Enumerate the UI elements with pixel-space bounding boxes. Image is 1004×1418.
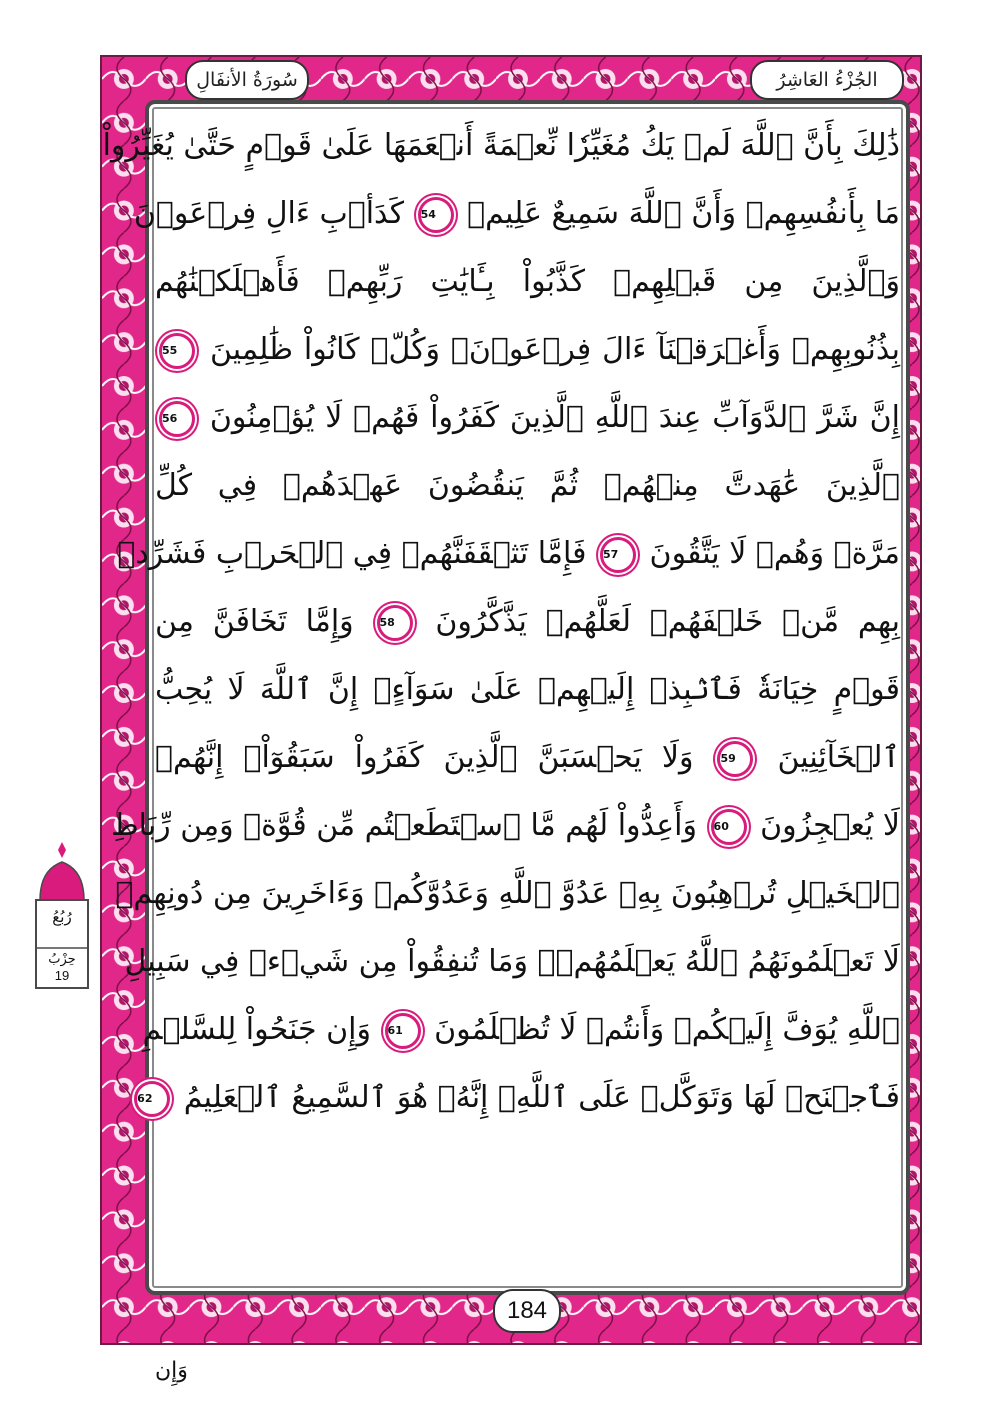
verse-text: وَإِن جَنَحُواْ لِلسَّلۡمِ — [142, 1012, 381, 1047]
verse-text: مَا بِأَنفُسِهِمۡ وَأَنَّ ٱللَّهَ سَمِيعٌ عَلِيمٞ — [457, 196, 900, 231]
verse-text: ٱلَّذِينَ عَٰهَدتَّ مِنۡهُمۡ ثُمَّ يَنقُضُونَ عَهۡدَهُمۡ فِي كُلِّ — [155, 468, 900, 503]
verse-text: مَرَّةٖ وَهُمۡ لَا يَتَّقُونَ — [640, 536, 900, 571]
ayah-number-marker: 59 — [717, 741, 753, 777]
verse-text: ذَٰلِكَ بِأَنَّ ٱللَّهَ لَمۡ يَكُ مُغَيِّرٗا نِّعۡمَةً أَنۡعَمَهَا عَلَىٰ قَوۡمٍ حَتَّىٰ يُغَيِّرُواْ — [102, 128, 900, 163]
text-line — [102, 112, 900, 180]
verse-text: بِهِم مَّنۡ خَلۡفَهُمۡ لَعَلَّهُمۡ يَذَّكَّرُونَ — [416, 604, 900, 639]
verse-text: ٱللَّهِ يُوَفَّ إِلَيۡكُمۡ وَأَنتُمۡ لَا تُظۡلَمُونَ — [424, 1012, 900, 1047]
rub-label: رُبُعُ — [52, 908, 72, 926]
hizb-number: 19 — [54, 968, 70, 983]
text-line — [117, 520, 900, 588]
juz-label: الجُزْءُ العَاشِرُ — [776, 69, 878, 91]
text-line — [155, 452, 900, 520]
verse-text: بِذُنُوبِهِمۡ وَأَغۡرَقۡنَآ ءَالَ فِرۡعَوۡنَۚ وَكُلّٞ كَانُواْ ظَٰلِمِينَ — [199, 332, 900, 367]
text-line — [133, 180, 900, 248]
text-line — [155, 588, 900, 656]
verse-text: لَا تَعۡلَمُونَهُمُ ٱللَّهُ يَعۡلَمُهُمۡۚ وَمَا تُنفِقُواْ مِن شَيۡءٖ فِي سَبِيلِ — [124, 944, 900, 979]
text-line — [137, 1064, 900, 1132]
text-line — [155, 248, 900, 316]
verse-text: وَأَعِدُّواْ لَهُم مَّا ٱسۡتَطَعۡتُم مِّن قُوَّةٖ وَمِن رِّبَاطِ — [110, 808, 707, 843]
verse-text: فَٱجۡنَحۡ لَهَا وَتَوَكَّلۡ عَلَى ٱللَّهِۚ إِنَّهُۥ هُوَ ٱلسَّمِيعُ ٱلۡعَلِيمُ — [174, 1080, 900, 1115]
catchword: وَإِن — [155, 1358, 188, 1383]
ayah-number-marker: 56 — [159, 401, 195, 437]
text-line — [155, 316, 900, 384]
text-line — [124, 928, 900, 996]
page-number: 184 — [493, 1289, 561, 1333]
verse-text: كَدَأۡبِ ءَالِ فِرۡعَوۡنَ — [133, 196, 414, 231]
text-line — [142, 996, 900, 1064]
verse-text: قَوۡمٍ خِيَانَةٗ فَٱنۢبِذۡ إِلَيۡهِمۡ عَلَىٰ سَوَآءٍۚ إِنَّ ٱللَّهَ لَا يُحِبُّ — [155, 672, 900, 707]
ayah-number-marker: 61 — [385, 1013, 421, 1049]
surah-header — [185, 60, 309, 100]
verse-text: فَإِمَّا تَثۡقَفَنَّهُمۡ فِي ٱلۡحَرۡبِ فَشَرِّدۡ — [117, 536, 597, 571]
ayah-number-marker: 55 — [159, 333, 195, 369]
verse-text: إِنَّ شَرَّ ٱلدَّوَآبِّ عِندَ ٱللَّهِ ٱلَّذِينَ كَفَرُواْ فَهُمۡ لَا يُؤۡمِنُونَ — [199, 400, 900, 435]
hizb-label: حِزْبُ — [48, 952, 76, 967]
ayah-number-marker: 62 — [134, 1081, 170, 1117]
quran-text — [102, 112, 900, 1287]
text-line — [110, 792, 900, 860]
verse-text: لَا يُعۡجِزُونَ — [750, 808, 900, 843]
verse-text: وَإِمَّا تَخَافَنَّ مِن — [155, 604, 373, 639]
text-line — [155, 724, 900, 792]
ayah-number-marker: 58 — [377, 605, 413, 641]
surah-label: سُورَةُ الأنفَالِ — [196, 69, 298, 91]
ayah-number-marker: 54 — [418, 197, 454, 233]
text-line — [115, 860, 900, 928]
verse-text: ٱلۡخَيۡلِ تُرۡهِبُونَ بِهِۦ عَدُوَّ ٱللَّهِ وَعَدُوَّكُمۡ وَءَاخَرِينَ مِن دُونِهِمۡ — [115, 876, 900, 911]
verse-text: وَلَا يَحۡسَبَنَّ ٱلَّذِينَ كَفَرُواْ سَبَقُوٓاْۚ إِنَّهُمۡ — [155, 740, 714, 775]
juz-header — [750, 60, 904, 100]
verse-text: وَٱلَّذِينَ مِن قَبۡلِهِمۡ كَذَّبُواْ بِـَٔايَٰتِ رَبِّهِمۡ فَأَهۡلَكۡنَٰهُم — [155, 264, 900, 299]
ayah-number-marker: 60 — [711, 809, 747, 845]
text-line — [155, 384, 900, 452]
verse-text: ٱلۡخَآئِنِينَ — [757, 740, 900, 775]
ayah-number-marker: 57 — [600, 537, 636, 573]
text-line — [155, 656, 900, 724]
